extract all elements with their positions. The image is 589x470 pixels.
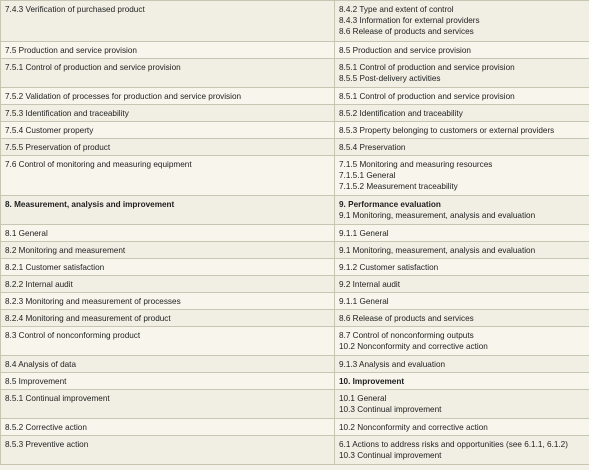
clause-text: 8.5.5 Post-delivery activities: [339, 74, 441, 83]
clause-text: 8.5.1 Control of production and service provision: [339, 63, 515, 72]
clause-text: 8.2.4 Monitoring and measurement of product: [5, 314, 171, 323]
right-cell: [335, 327, 589, 356]
table-row: [1, 293, 589, 310]
clause-text: 8.5.2 Identification and traceability: [339, 109, 463, 118]
clause-text: 8.5.1 Continual improvement: [5, 394, 110, 403]
clause-text: 7.5.4 Customer property: [5, 126, 94, 135]
table-row: [1, 356, 589, 373]
clause-text: 7.5.3 Identification and traceability: [5, 109, 129, 118]
clause-text: 8.2.3 Monitoring and measurement of processes: [5, 297, 181, 306]
right-cell: [335, 1, 589, 42]
clause-text: 8.2.1 Customer satisfaction: [5, 263, 105, 272]
clause-text: 8.5.4 Preservation: [339, 143, 406, 152]
right-cell: [335, 390, 589, 419]
clause-text: 7.1.5.1 General: [339, 171, 396, 180]
clause-text: 8.2 Monitoring and measurement: [5, 246, 126, 255]
table-row: [1, 373, 589, 390]
table-row: [1, 390, 589, 419]
section-heading: 8. Measurement, analysis and improvement: [5, 200, 175, 209]
clause-text: 8.5 Production and service provision: [339, 46, 471, 55]
table-row: [1, 88, 589, 105]
left-cell: [1, 310, 335, 327]
right-cell: [335, 122, 589, 139]
clause-text: 9.1 Monitoring, measurement, analysis and evaluation: [339, 211, 536, 220]
clause-text: 7.6 Control of monitoring and measuring equipment: [5, 160, 192, 169]
clause-text: 9.1.3 Analysis and evaluation: [339, 360, 446, 369]
left-cell: [1, 373, 335, 390]
left-cell: [1, 419, 335, 436]
clause-text: 10.2 Nonconformity and corrective action: [339, 342, 488, 351]
clause-text: 8.5.2 Corrective action: [5, 423, 87, 432]
table-row: [1, 196, 589, 225]
left-cell: [1, 276, 335, 293]
clause-text: 8.4.3 Information for external providers: [339, 16, 480, 25]
left-cell: [1, 436, 335, 465]
clause-text: 6.1 Actions to address risks and opportunities (see 6.1.1, 6.1.2): [339, 440, 568, 449]
left-cell: [1, 88, 335, 105]
right-cell: [335, 59, 589, 88]
clause-text: 7.5 Production and service provision: [5, 46, 137, 55]
left-cell: [1, 59, 335, 88]
left-cell: [1, 225, 335, 242]
left-cell: [1, 293, 335, 310]
right-cell: [335, 42, 589, 59]
left-cell: [1, 390, 335, 419]
right-cell: [335, 225, 589, 242]
right-cell: [335, 373, 589, 390]
clause-text: 8.1 General: [5, 229, 48, 238]
right-cell: [335, 139, 589, 156]
section-heading: 10. Improvement: [339, 377, 405, 386]
clause-text: 8.4.2 Type and extent of control: [339, 5, 454, 14]
section-heading: 9. Performance evaluation: [339, 200, 441, 209]
right-cell: [335, 88, 589, 105]
clause-text: 9.1.1 General: [339, 297, 389, 306]
right-cell: [335, 196, 589, 225]
clause-text: 8.6 Release of products and services: [339, 314, 474, 323]
table-row: [1, 42, 589, 59]
left-cell: [1, 327, 335, 356]
clause-text: 7.1.5.2 Measurement traceability: [339, 182, 458, 191]
right-cell: [335, 259, 589, 276]
table-row: [1, 225, 589, 242]
clause-text: 8.4 Analysis of data: [5, 360, 77, 369]
table-row: [1, 436, 589, 465]
clause-text: 8.2.2 Internal audit: [5, 280, 73, 289]
table-row: [1, 276, 589, 293]
left-cell: [1, 242, 335, 259]
table-row: [1, 242, 589, 259]
table-row: [1, 105, 589, 122]
clause-text: 7.4.3 Verification of purchased product: [5, 5, 145, 14]
clause-text: 8.5.3 Preventive action: [5, 440, 89, 449]
clause-text: 9.1.1 General: [339, 229, 389, 238]
clause-text: 9.2 Internal audit: [339, 280, 400, 289]
clause-text: 7.5.2 Validation of processes for production and service provision: [5, 92, 242, 101]
clause-text: 8.5.1 Control of production and service provision: [339, 92, 515, 101]
left-cell: [1, 105, 335, 122]
clause-text: 10.3 Continual improvement: [339, 451, 442, 460]
left-cell: [1, 139, 335, 156]
left-cell: [1, 156, 335, 196]
table-row: [1, 259, 589, 276]
right-cell: [335, 419, 589, 436]
table-row: [1, 156, 589, 196]
clause-text: 8.7 Control of nonconforming outputs: [339, 331, 474, 340]
right-cell: [335, 356, 589, 373]
right-cell: [335, 276, 589, 293]
table-row: [1, 122, 589, 139]
right-cell: [335, 293, 589, 310]
clause-text: 10.2 Nonconformity and corrective action: [339, 423, 488, 432]
left-cell: [1, 196, 335, 225]
table-row: [1, 139, 589, 156]
clause-text: 10.3 Continual improvement: [339, 405, 442, 414]
table-row: [1, 327, 589, 356]
clause-text: 9.1 Monitoring, measurement, analysis and evaluation: [339, 246, 536, 255]
table-row: [1, 310, 589, 327]
right-cell: [335, 105, 589, 122]
clause-text: 7.5.5 Preservation of product: [5, 143, 111, 152]
left-cell: [1, 259, 335, 276]
clause-text: 8.5 Improvement: [5, 377, 67, 386]
left-cell: [1, 122, 335, 139]
clause-text: 7.5.1 Control of production and service provision: [5, 63, 181, 72]
left-cell: [1, 1, 335, 42]
clause-text: 8.5.3 Property belonging to customers or external providers: [339, 126, 555, 135]
clause-text: 10.1 General: [339, 394, 387, 403]
clause-text: 8.6 Release of products and services: [339, 27, 474, 36]
table-row: [1, 419, 589, 436]
left-cell: [1, 42, 335, 59]
right-cell: [335, 242, 589, 259]
clause-text: 9.1.2 Customer satisfaction: [339, 263, 439, 272]
table-row: [1, 59, 589, 88]
right-cell: [335, 310, 589, 327]
right-cell: [335, 156, 589, 196]
clause-text: 7.1.5 Monitoring and measuring resources: [339, 160, 493, 169]
table-row: [1, 1, 589, 42]
left-cell: [1, 356, 335, 373]
right-cell: [335, 436, 589, 465]
clause-text: 8.3 Control of nonconforming product: [5, 331, 141, 340]
